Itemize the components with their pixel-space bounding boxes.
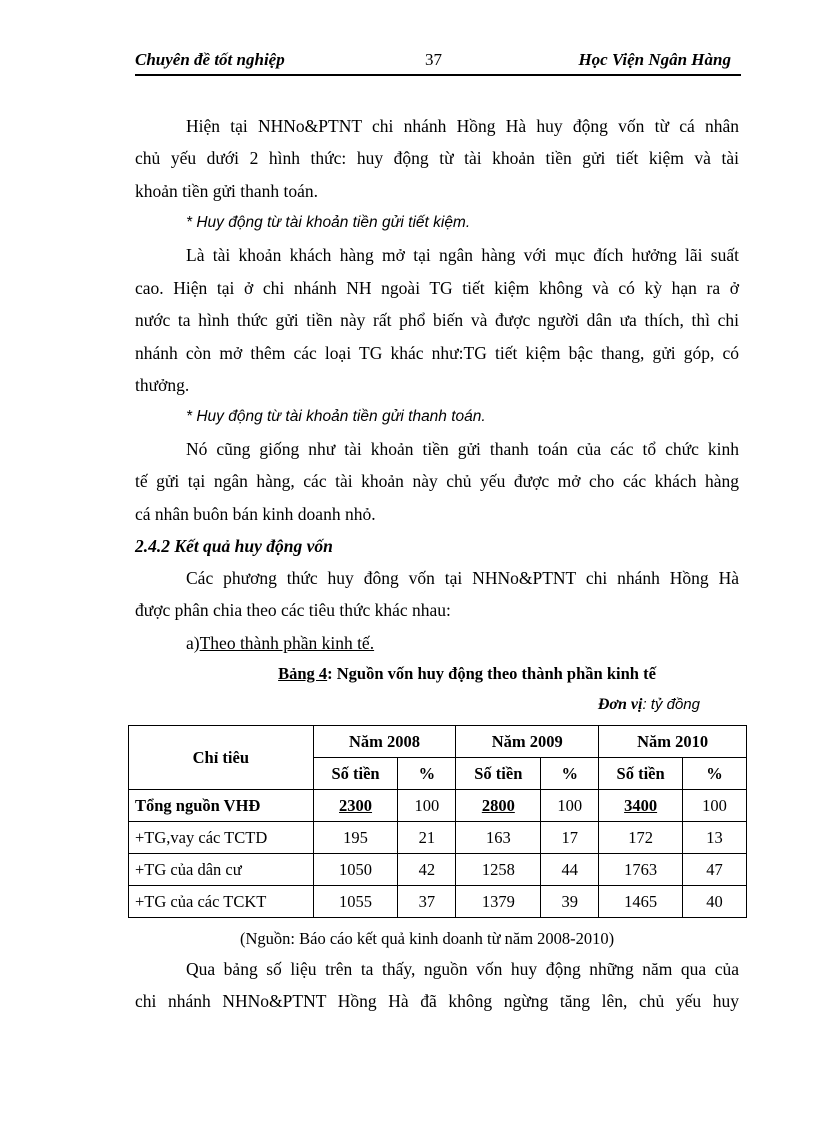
- cell-amount: 1465: [599, 886, 683, 918]
- list-marker: a): [186, 633, 200, 653]
- list-item-a: [186, 632, 739, 654]
- cell-pct: 100: [541, 790, 599, 822]
- row-label: +TG của dân cư: [129, 854, 314, 886]
- paragraph-line: Là tài khoản khách hàng mở tại ngân hàng với mục đích hưởng lãi suất: [186, 245, 739, 265]
- cell-pct: 21: [398, 822, 456, 854]
- cell-amount: [599, 790, 683, 822]
- table-header-row: [129, 726, 747, 758]
- row-label: +TG,vay các TCTD: [129, 822, 314, 854]
- sub-header-pct: %: [683, 758, 747, 790]
- cell-pct: 100: [683, 790, 747, 822]
- cell-amount-value: 3400: [624, 795, 658, 815]
- cell-amount: 1763: [599, 854, 683, 886]
- paragraph-line: Nó cũng giống như tài khoản tiền gửi thanh toán của các tổ chức kinh: [186, 439, 739, 459]
- cell-pct: 40: [683, 886, 747, 918]
- cell-amount: 163: [456, 822, 541, 854]
- cell-amount: 1258: [456, 854, 541, 886]
- cell-pct: 44: [541, 854, 599, 886]
- sub-header-amount: Số tiền: [456, 758, 541, 790]
- cell-amount: 1055: [313, 886, 398, 918]
- unit-value: : tỷ đồng: [642, 696, 700, 713]
- page-number: 37: [425, 50, 442, 69]
- paragraph-line: Các phương thức huy đông vốn tại NHNo&PTNT chi nhánh Hồng Hà: [186, 568, 739, 588]
- sub-header-amount: Số tiền: [313, 758, 398, 790]
- col-header-year: Năm 2009: [456, 726, 599, 758]
- subheading-savings: * Huy động từ tài khoản tiền gửi tiết kiệm.: [186, 214, 471, 231]
- row-label: Tổng nguồn VHĐ: [129, 790, 314, 822]
- table-label: Bảng 4: [278, 664, 328, 683]
- col-header-criteria: Chỉ tiêu: [129, 726, 314, 790]
- unit-label: Đơn vị: [597, 696, 643, 713]
- cell-pct: 47: [683, 854, 747, 886]
- cell-amount: [456, 790, 541, 822]
- paragraph-line: thưởng.: [135, 375, 190, 395]
- cell-pct: 13: [683, 822, 747, 854]
- paragraph-line: nhánh còn mở thêm các loại TG khác như:TG tiết kiệm bậc thang, gửi góp, có: [135, 343, 739, 363]
- table-title: : Nguồn vốn huy động theo thành phần kinh tế: [327, 664, 656, 683]
- paragraph-line: khoản tiền gửi thanh toán.: [135, 181, 318, 201]
- table-row: [129, 886, 747, 918]
- unit-note: [598, 696, 700, 714]
- cell-pct: 39: [541, 886, 599, 918]
- paragraph-line: cao. Hiện tại ở chi nhánh NH ngoài TG tiết kiệm không và có kỳ hạn ra ở: [135, 278, 739, 298]
- table-row-total: [129, 790, 747, 822]
- col-header-year: Năm 2008: [313, 726, 456, 758]
- list-item-text: Theo thành phần kinh tế.: [199, 633, 375, 653]
- table-source: (Nguồn: Báo cáo kết quả kinh doanh từ năm 2008-2010): [240, 929, 615, 948]
- cell-amount: 1050: [313, 854, 398, 886]
- cell-amount: 1379: [456, 886, 541, 918]
- table-row: [129, 822, 747, 854]
- paragraph-line: cá nhân buôn bán kinh doanh nhỏ.: [135, 504, 376, 524]
- cell-amount: 172: [599, 822, 683, 854]
- header-title: Chuyên đề tốt nghiệp: [135, 50, 285, 69]
- sub-header-pct: %: [541, 758, 599, 790]
- capital-table: [128, 725, 747, 918]
- cell-amount: 195: [313, 822, 398, 854]
- table-caption: [135, 664, 739, 684]
- sub-header-amount: Số tiền: [599, 758, 683, 790]
- row-label: +TG của các TCKT: [129, 886, 314, 918]
- paragraph-line: Hiện tại NHNo&PTNT chi nhánh Hồng Hà huy động vốn từ cá nhân: [186, 116, 739, 136]
- paragraph-line: được phân chia theo các tiêu thức khác nhau:: [135, 600, 451, 620]
- cell-pct: 37: [398, 886, 456, 918]
- paragraph-line: Qua bảng số liệu trên ta thấy, nguồn vốn huy động những năm qua của: [186, 959, 739, 979]
- paragraph-line: chủ yếu dưới 2 hình thức: huy động từ tài khoản tiền gửi tiết kiệm và tài: [135, 148, 739, 168]
- paragraph-line: chi nhánh NHNo&PTNT Hồng Hà đã không ngừng tăng lên, chủ yếu huy: [135, 991, 739, 1011]
- cell-pct: 17: [541, 822, 599, 854]
- sub-header-pct: %: [398, 758, 456, 790]
- section-heading: 2.4.2 Kết quả huy động vốn: [135, 536, 333, 556]
- cell-amount-value: 2800: [481, 795, 515, 815]
- subheading-payment: * Huy động từ tài khoản tiền gửi thanh toán.: [186, 408, 486, 425]
- paragraph-line: nước ta hình thức gửi tiền này rất phổ biến và được người dân ưa thích, thì chi: [135, 310, 739, 330]
- page-header: [135, 48, 741, 76]
- table-row: [129, 854, 747, 886]
- cell-amount: [313, 790, 398, 822]
- col-header-year: Năm 2010: [599, 726, 747, 758]
- cell-pct: 42: [398, 854, 456, 886]
- cell-amount-value: 2300: [339, 795, 373, 815]
- cell-pct: 100: [398, 790, 456, 822]
- paragraph-line: tế gửi tại ngân hàng, các tài khoản này chủ yếu được mở cho các khách hàng: [135, 471, 739, 491]
- header-institution: Học Viện Ngân Hàng: [578, 50, 731, 69]
